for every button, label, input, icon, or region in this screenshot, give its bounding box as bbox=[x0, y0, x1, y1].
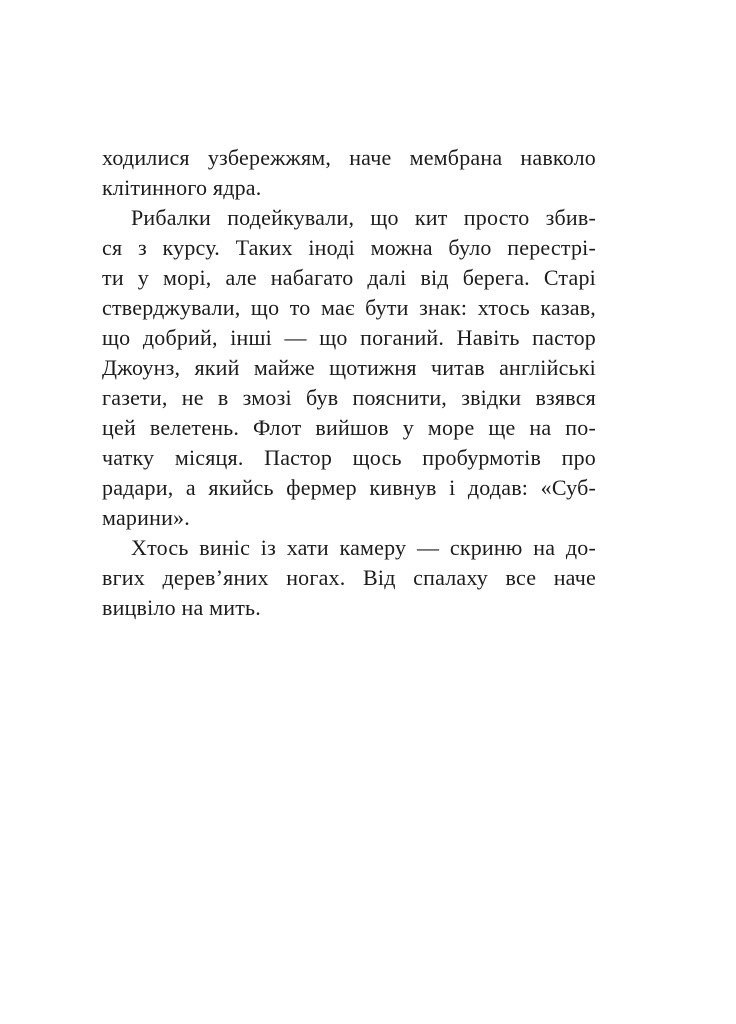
body-text bbox=[102, 143, 596, 623]
text-line: вгих дерев’яних ногах. Від спалаху все наче bbox=[102, 565, 596, 590]
text-line: цей велетень. Флот вийшов у море ще на по- bbox=[102, 415, 596, 440]
text-line: марини». bbox=[102, 505, 190, 530]
paragraph-2 bbox=[102, 203, 596, 533]
text-line: Хтось виніс із хати камеру — скриню на до- bbox=[131, 535, 596, 560]
text-line: вицвіло на мить. bbox=[102, 595, 261, 620]
paragraph-1 bbox=[102, 143, 596, 203]
paragraph-3 bbox=[102, 533, 596, 623]
text-line: газети, не в змозі був пояснити, звідки взявся bbox=[102, 385, 596, 410]
text-line: ти у морі, але набагато далі від берега. Старі bbox=[102, 265, 596, 290]
text-line: ся з курсу. Таких іноді можна було перестрі- bbox=[102, 235, 596, 260]
text-line: чатку місяця. Пастор щось пробурмотів про bbox=[102, 445, 596, 470]
text-line: Джоунз, який майже щотижня читав англійські bbox=[102, 355, 596, 380]
text-line: Рибалки подейкували, що кит просто збив- bbox=[131, 205, 596, 230]
text-line: радари, а якийсь фермер кивнув і додав: «Суб- bbox=[102, 475, 596, 500]
text-line: що добрий, інші — що поганий. Навіть пастор bbox=[102, 325, 596, 350]
text-line: клітинного ядра. bbox=[102, 175, 262, 200]
text-line: стверджували, що то має бути знак: хтось казав, bbox=[102, 295, 596, 320]
text-line: ходилися узбережжям, наче мембрана навколо bbox=[102, 145, 596, 170]
